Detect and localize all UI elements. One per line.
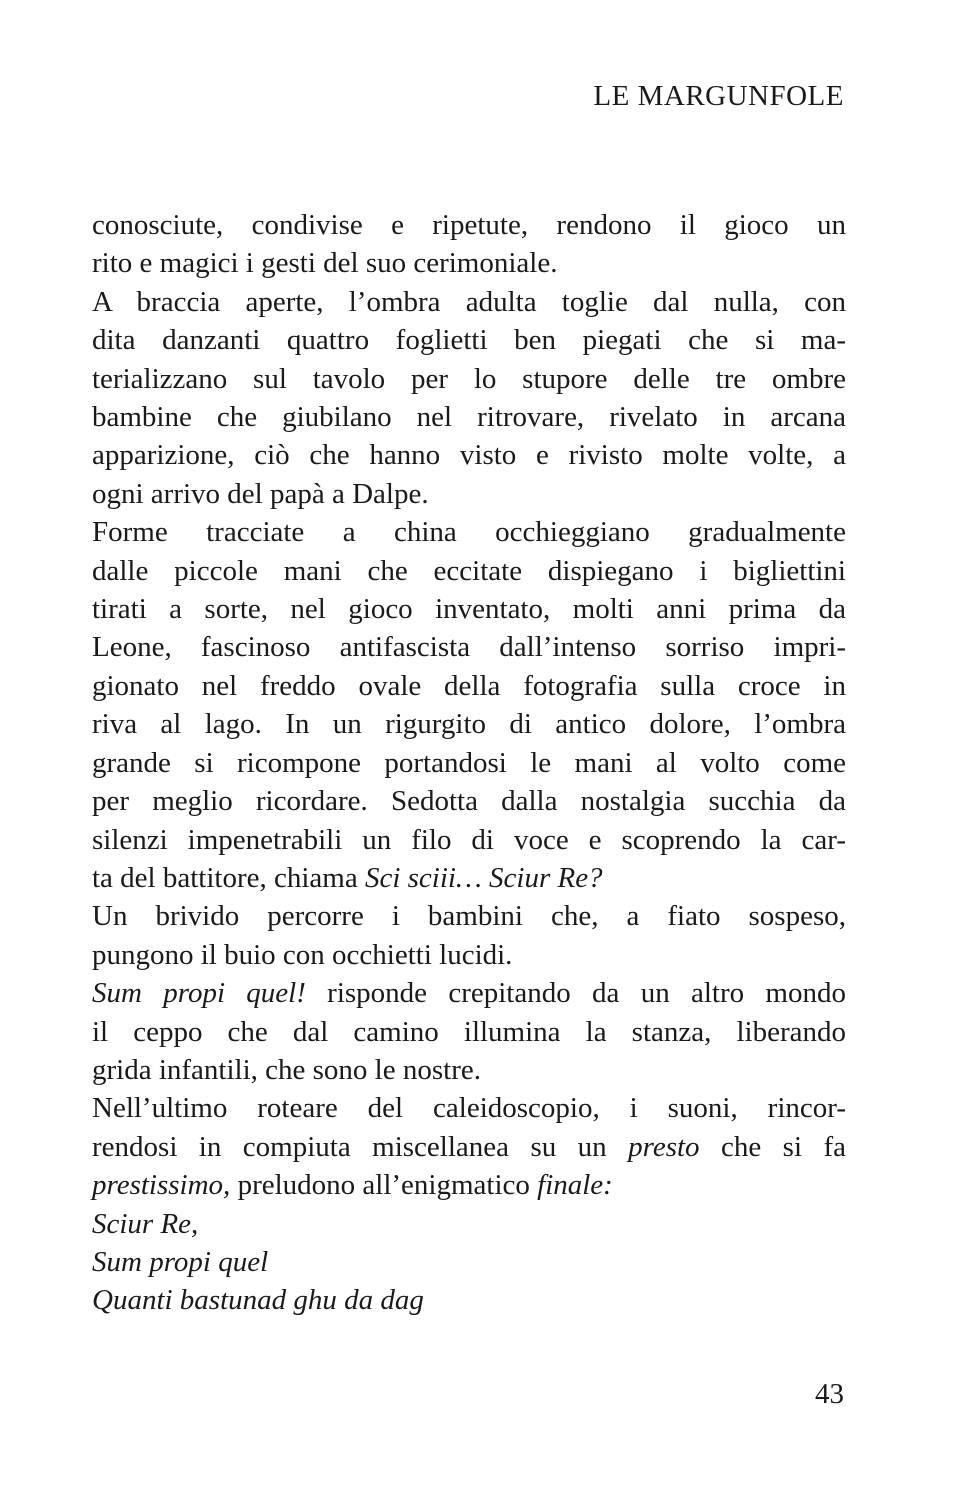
- text-segment: bambine che giubilano nel ritrovare, rivelato in arcana: [92, 401, 846, 434]
- italic-text-segment: Sciur Re,: [92, 1207, 199, 1240]
- text-line: [92, 1013, 846, 1051]
- text-line: [92, 821, 846, 859]
- body-text: [92, 206, 846, 1320]
- italic-text-segment: presto: [628, 1130, 700, 1163]
- text-segment: rendosi in compiuta miscellanea su un: [92, 1130, 629, 1163]
- text-line: [92, 1281, 846, 1319]
- text-line: [92, 897, 846, 935]
- text-segment: Un brivido percorre i bambini che, a fiato sospeso,: [92, 900, 846, 933]
- text-line: [92, 1089, 846, 1127]
- text-line: [92, 705, 846, 743]
- italic-text-segment: Quanti bastunad ghu da dag: [92, 1284, 424, 1317]
- text-segment: Nell’ultimo roteare del caleidoscopio, i suoni, rincor-: [92, 1092, 846, 1125]
- italic-text-segment: Sum propi quel!: [92, 977, 306, 1010]
- text-line: [92, 1243, 846, 1281]
- italic-text-segment: Sum propi quel: [92, 1245, 269, 1278]
- text-segment: conosciute, condivise e ripetute, rendono il gioco un: [92, 209, 846, 241]
- text-segment: grande si ricompone portandosi le mani al volto come: [92, 746, 846, 779]
- running-head: LE MARGUNFOLE: [593, 80, 844, 112]
- text-segment: dalle piccole mani che eccitate dispiegano i bigliettini: [92, 554, 846, 587]
- text-segment: ogni arrivo del papà a Dalpe.: [92, 477, 429, 510]
- text-line: [92, 321, 846, 359]
- text-line: [92, 1205, 846, 1243]
- text-line: [92, 1166, 846, 1204]
- text-line: [92, 1051, 846, 1089]
- italic-text-segment: finale:: [537, 1169, 613, 1202]
- text-line: [92, 513, 846, 551]
- text-segment: riva al lago. In un rigurgito di antico dolore, l’ombra: [92, 708, 846, 741]
- italic-text-segment: prestissimo,: [92, 1169, 231, 1202]
- text-line: [92, 552, 846, 590]
- text-line: [92, 974, 846, 1012]
- text-segment: ta del battitore, chiama: [92, 861, 365, 894]
- text-segment: pungono il buio con occhietti lucidi.: [92, 938, 513, 971]
- text-line: [92, 244, 846, 282]
- text-line: [92, 628, 846, 666]
- text-segment: Leone, fascinoso antifascista dall’intenso sorriso impri-: [92, 631, 846, 664]
- text-segment: che si fa: [699, 1130, 846, 1163]
- text-segment: gionato nel freddo ovale della fotografia sulla croce in: [92, 669, 846, 702]
- text-line: [92, 475, 846, 513]
- text-line: [92, 936, 846, 974]
- page-number: 43: [815, 1378, 844, 1410]
- text-line: [92, 1128, 846, 1166]
- text-line: [92, 360, 846, 398]
- text-segment: Forme tracciate a china occhieggiano gradualmente: [92, 516, 846, 549]
- text-segment: per meglio ricordare. Sedotta dalla nostalgia succhia da: [92, 785, 846, 818]
- text-line: [92, 859, 846, 897]
- text-segment: il ceppo che dal camino illumina la stanza, liberando: [92, 1015, 846, 1048]
- text-line: [92, 398, 846, 436]
- text-line: [92, 436, 846, 474]
- text-segment: preludono all’enigmatico: [230, 1169, 538, 1202]
- text-line: [92, 744, 846, 782]
- text-segment: grida infantili, che sono le nostre.: [92, 1053, 481, 1086]
- text-line: [92, 782, 846, 820]
- text-segment: apparizione, ciò che hanno visto e rivisto molte volte, a: [92, 439, 846, 472]
- text-segment: dita danzanti quattro foglietti ben piegati che si ma-: [92, 324, 846, 357]
- text-line: [92, 283, 846, 321]
- text-line: [92, 667, 846, 705]
- text-segment: silenzi impenetrabili un filo di voce e scoprendo la car-: [92, 823, 846, 856]
- italic-text-segment: Sci sciii… Sciur Re?: [364, 861, 603, 894]
- text-segment: A braccia aperte, l’ombra adulta toglie dal nulla, con: [92, 285, 846, 318]
- text-line: [92, 206, 846, 244]
- text-segment: risponde crepitando da un altro mondo: [305, 977, 846, 1010]
- text-segment: terializzano sul tavolo per lo stupore delle tre ombre: [92, 362, 846, 395]
- text-segment: tirati a sorte, nel gioco inventato, molti anni prima da: [92, 593, 846, 626]
- text-line: [92, 590, 846, 628]
- text-segment: rito e magici i gesti del suo cerimoniale.: [92, 247, 558, 280]
